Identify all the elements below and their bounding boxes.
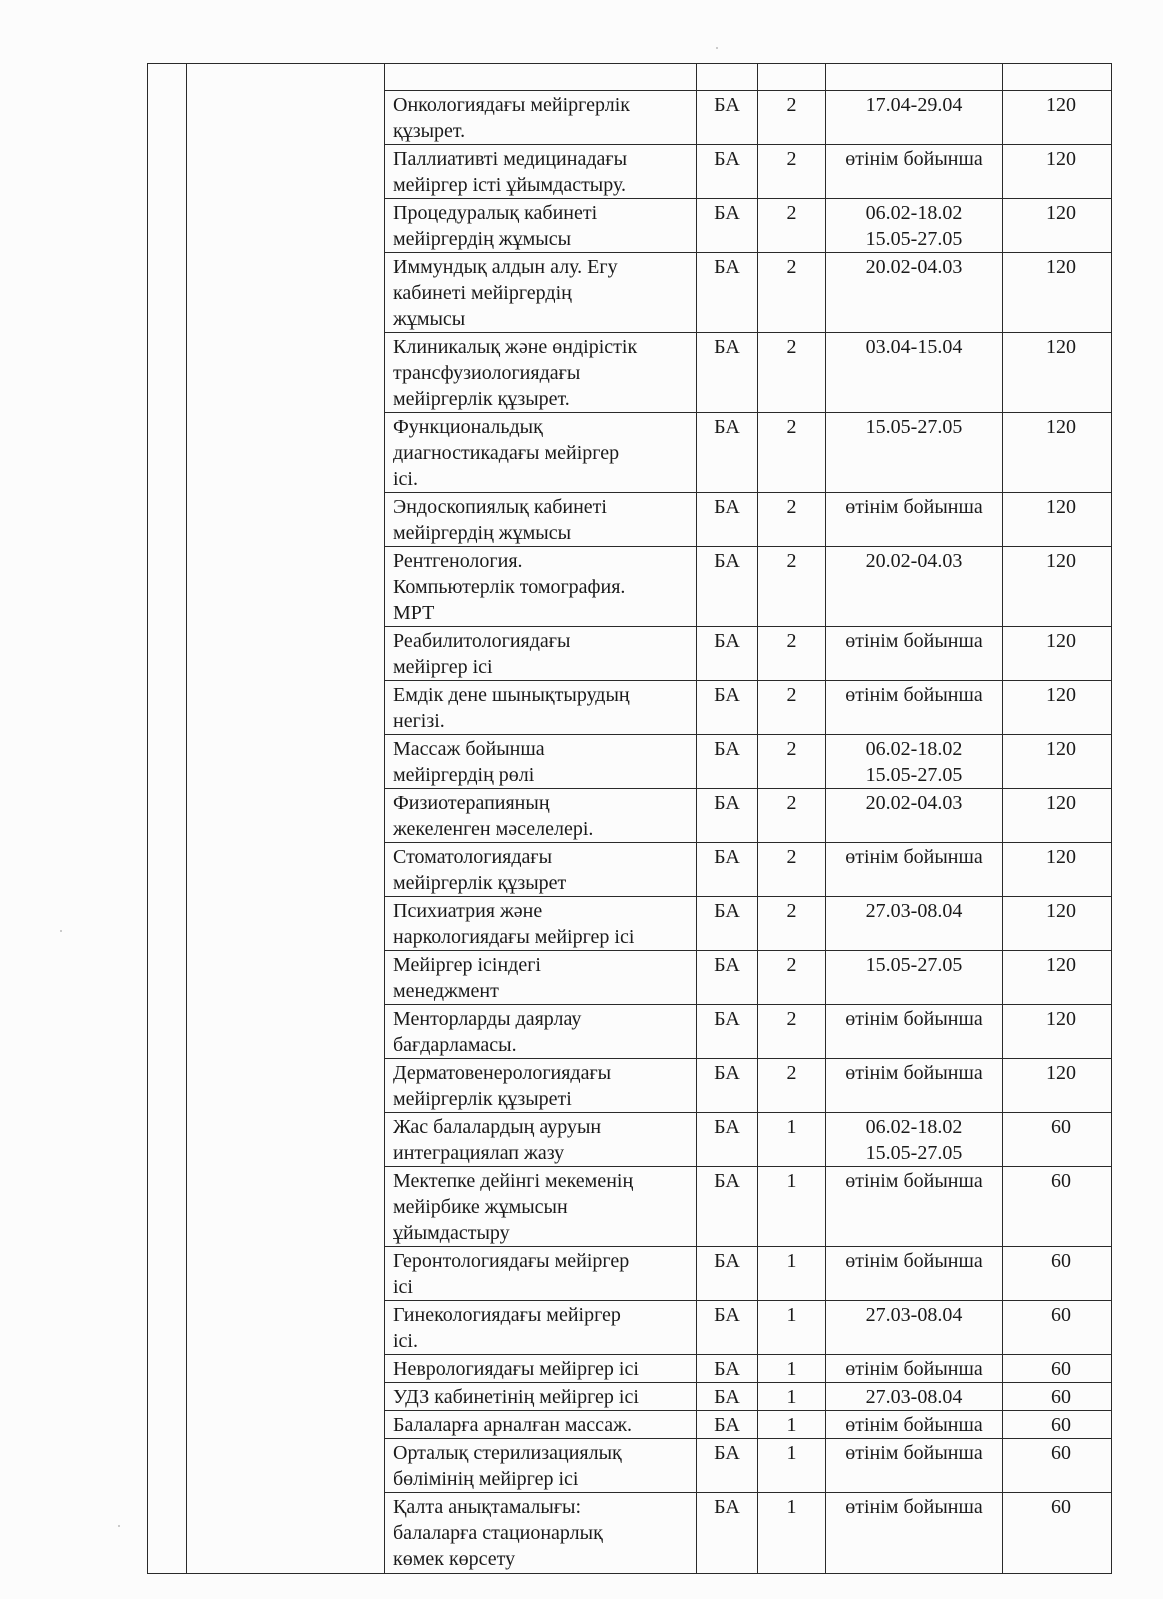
hours-cell: 120 [1003, 413, 1112, 493]
name-line: диагностикадағы мейіргер [393, 442, 620, 464]
name-line: мейіргерлік құзырет. [393, 388, 570, 410]
credits-cell: 2 [758, 789, 826, 843]
course-name-cell [385, 253, 697, 333]
name-line: Балаларға арналған массаж. [393, 1414, 632, 1436]
credits-cell: 2 [758, 897, 826, 951]
credits-cell: 1 [758, 1493, 826, 1574]
dates-line: 15.05-27.05 [865, 1142, 963, 1164]
dates-line: өтінім бойынша [845, 1414, 983, 1436]
dates-line: 15.05-27.05 [865, 416, 963, 438]
study-form-cell: БА [697, 145, 758, 199]
dates-cell [826, 413, 1003, 493]
credits-cell: 2 [758, 681, 826, 735]
name-line: негізі. [393, 710, 445, 732]
dates-cell [826, 1167, 1003, 1247]
study-form-cell: БА [697, 843, 758, 897]
scan-speck [60, 930, 62, 932]
hours-cell: 60 [1003, 1411, 1112, 1439]
dates-line: өтінім бойынша [845, 148, 983, 170]
credits-cell: 2 [758, 735, 826, 789]
course-name-cell [385, 1167, 697, 1247]
name-line: ісі. [393, 468, 418, 490]
study-form-cell: БА [697, 1113, 758, 1167]
name-line: мейіргердің жұмысы [393, 228, 572, 250]
name-line: трансфузиологиядағы [393, 362, 581, 384]
dates-cell [826, 547, 1003, 627]
dates-cell [826, 253, 1003, 333]
dates-cell [826, 951, 1003, 1005]
credits-cell: 2 [758, 1005, 826, 1059]
course-name-cell [385, 681, 697, 735]
dates-line: 27.03-08.04 [865, 1304, 963, 1326]
study-form-cell: БА [697, 735, 758, 789]
course-name-cell [385, 1355, 697, 1383]
name-line: Стоматологиядағы [393, 846, 553, 868]
name-line: кабинеті мейіргердің [393, 282, 572, 304]
credits-cell: 2 [758, 413, 826, 493]
course-name-cell [385, 1493, 697, 1574]
dates-line: өтінім бойынша [845, 1008, 983, 1030]
credits-cell: 1 [758, 1411, 826, 1439]
name-line: Неврологиядағы мейіргер ісі [393, 1358, 639, 1380]
name-line: Мейіргер ісіндегі [393, 954, 541, 976]
hours-cell: 120 [1003, 789, 1112, 843]
course-schedule-table [147, 63, 1112, 1574]
department-column-cell [187, 64, 385, 1574]
hours-cell: 120 [1003, 951, 1112, 1005]
course-name-cell [385, 843, 697, 897]
empty-cell [1003, 64, 1112, 91]
name-line: бағдарламасы. [393, 1034, 517, 1056]
dates-cell [826, 1383, 1003, 1411]
dates-cell [826, 1493, 1003, 1574]
dates-line: 15.05-27.05 [865, 228, 963, 250]
study-form-cell: БА [697, 789, 758, 843]
name-line: Орталық стерилизациялық [393, 1442, 622, 1464]
credits-cell: 2 [758, 333, 826, 413]
name-line: мейіргер ісі [393, 656, 493, 678]
dates-line: өтінім бойынша [845, 630, 983, 652]
dates-line: 20.02-04.03 [865, 550, 963, 572]
study-form-cell: БА [697, 333, 758, 413]
study-form-cell: БА [697, 1493, 758, 1574]
dates-cell [826, 1113, 1003, 1167]
dates-cell [826, 627, 1003, 681]
name-line: ұйымдастыру [393, 1222, 510, 1244]
hours-cell: 60 [1003, 1167, 1112, 1247]
dates-line: өтінім бойынша [845, 1442, 983, 1464]
name-line: Массаж бойынша [393, 738, 545, 760]
hours-cell: 120 [1003, 145, 1112, 199]
name-line: наркологиядағы мейіргер ісі [393, 926, 635, 948]
name-line: Реабилитологиядағы [393, 630, 571, 652]
course-name-cell [385, 413, 697, 493]
name-line: мейірбике жұмысын [393, 1196, 568, 1218]
name-line: интеграциялап жазу [393, 1142, 565, 1164]
table-body [148, 64, 1112, 1574]
study-form-cell: БА [697, 547, 758, 627]
study-form-cell: БА [697, 413, 758, 493]
dates-line: өтінім бойынша [845, 846, 983, 868]
study-form-cell: БА [697, 1167, 758, 1247]
name-line: Иммундық алдын алу. Егу [393, 256, 618, 278]
hours-cell: 60 [1003, 1113, 1112, 1167]
hours-cell: 60 [1003, 1301, 1112, 1355]
hours-cell: 120 [1003, 253, 1112, 333]
course-name-cell [385, 333, 697, 413]
course-name-cell [385, 1059, 697, 1113]
dates-line: өтінім бойынша [845, 496, 983, 518]
hours-cell: 60 [1003, 1383, 1112, 1411]
course-name-cell [385, 897, 697, 951]
hours-cell: 120 [1003, 91, 1112, 145]
name-line: Эндоскопиялық кабинеті [393, 496, 607, 518]
dates-line: 20.02-04.03 [865, 792, 963, 814]
name-line: Рентгенология. [393, 550, 523, 572]
dates-line: 06.02-18.02 [865, 1116, 963, 1138]
dates-line: 27.03-08.04 [865, 1386, 963, 1408]
name-line: мейіргерлік құзырет [393, 872, 567, 894]
credits-cell: 2 [758, 199, 826, 253]
hours-cell: 60 [1003, 1493, 1112, 1574]
name-line: Паллиативті медицинадағы [393, 148, 628, 170]
course-name-cell [385, 951, 697, 1005]
course-name-cell [385, 199, 697, 253]
study-form-cell: БА [697, 1383, 758, 1411]
dates-cell [826, 1411, 1003, 1439]
dates-line: 15.05-27.05 [865, 764, 963, 786]
dates-line: 03.04-15.04 [865, 336, 963, 358]
name-line: жұмысы [393, 308, 466, 330]
hours-cell: 60 [1003, 1439, 1112, 1493]
course-name-cell [385, 1439, 697, 1493]
dates-cell [826, 493, 1003, 547]
hours-cell: 120 [1003, 735, 1112, 789]
credits-cell: 2 [758, 843, 826, 897]
study-form-cell: БА [697, 897, 758, 951]
name-line: Гинекологиядағы мейіргер [393, 1304, 621, 1326]
course-name-cell [385, 1005, 697, 1059]
dates-line: 27.03-08.04 [865, 900, 963, 922]
name-line: мейіргер істі ұйымдастыру. [393, 174, 626, 196]
hours-cell: 120 [1003, 199, 1112, 253]
study-form-cell: БА [697, 253, 758, 333]
study-form-cell: БА [697, 1439, 758, 1493]
dates-line: 06.02-18.02 [865, 202, 963, 224]
hours-cell: 120 [1003, 843, 1112, 897]
dates-cell [826, 145, 1003, 199]
dates-line: 20.02-04.03 [865, 256, 963, 278]
dates-cell [826, 735, 1003, 789]
name-line: бөлімінің мейіргер ісі [393, 1468, 579, 1490]
dates-cell [826, 1301, 1003, 1355]
course-name-cell [385, 547, 697, 627]
empty-cell [385, 64, 697, 91]
dates-line: өтінім бойынша [845, 1496, 983, 1518]
dates-cell [826, 897, 1003, 951]
name-line: менеджмент [393, 980, 499, 1002]
name-line: Менторларды даярлау [393, 1008, 582, 1030]
credits-cell: 1 [758, 1167, 826, 1247]
name-line: Компьютерлік томография. [393, 576, 626, 598]
name-line: Жас балалардың ауруын [393, 1116, 602, 1138]
study-form-cell: БА [697, 1301, 758, 1355]
name-line: МРТ [393, 602, 435, 624]
number-column-cell [148, 64, 187, 1574]
name-line: мейіргердің рөлі [393, 764, 535, 786]
name-line: Физиотерапияның [393, 792, 550, 814]
hours-cell: 120 [1003, 681, 1112, 735]
name-line: УДЗ кабинетінің мейіргер ісі [393, 1386, 639, 1408]
study-form-cell: БА [697, 91, 758, 145]
name-line: Психиатрия және [393, 900, 543, 922]
credits-cell: 1 [758, 1247, 826, 1301]
course-name-cell [385, 1411, 697, 1439]
dates-cell [826, 199, 1003, 253]
credits-cell: 2 [758, 951, 826, 1005]
name-line: Процедуралық кабинеті [393, 202, 598, 224]
name-line: Қалта анықтамалығы: [393, 1496, 582, 1518]
hours-cell: 120 [1003, 1059, 1112, 1113]
scan-speck [716, 47, 718, 49]
dates-line: өтінім бойынша [845, 684, 983, 706]
name-line: ісі. [393, 1330, 418, 1352]
dates-cell [826, 333, 1003, 413]
credits-cell: 1 [758, 1113, 826, 1167]
hours-cell: 120 [1003, 547, 1112, 627]
dates-cell [826, 789, 1003, 843]
dates-line: 17.04-29.04 [865, 94, 963, 116]
study-form-cell: БА [697, 681, 758, 735]
scan-speck [118, 1525, 120, 1527]
credits-cell: 1 [758, 1301, 826, 1355]
dates-cell [826, 843, 1003, 897]
empty-cell [697, 64, 758, 91]
credits-cell: 2 [758, 253, 826, 333]
hours-cell: 120 [1003, 897, 1112, 951]
dates-line: өтінім бойынша [845, 1250, 983, 1272]
name-line: ісі [393, 1276, 413, 1298]
dates-cell [826, 1439, 1003, 1493]
dates-line: өтінім бойынша [845, 1062, 983, 1084]
dates-cell [826, 1355, 1003, 1383]
name-line: Дерматовенерологиядағы [393, 1062, 612, 1084]
name-line: Геронтологиядағы мейіргер [393, 1250, 630, 1272]
course-name-cell [385, 735, 697, 789]
course-name-cell [385, 1113, 697, 1167]
study-form-cell: БА [697, 951, 758, 1005]
dates-line: өтінім бойынша [845, 1170, 983, 1192]
name-line: Онкологиядағы мейіргерлік [393, 94, 630, 116]
study-form-cell: БА [697, 1005, 758, 1059]
name-line: мейіргерлік құзыреті [393, 1088, 572, 1110]
name-line: мейіргердің жұмысы [393, 522, 572, 544]
credits-cell: 1 [758, 1383, 826, 1411]
course-name-cell [385, 493, 697, 547]
dates-cell [826, 1247, 1003, 1301]
study-form-cell: БА [697, 199, 758, 253]
name-line: көмек көрсету [393, 1548, 516, 1570]
hours-cell: 60 [1003, 1247, 1112, 1301]
study-form-cell: БА [697, 1247, 758, 1301]
table-top-row [148, 64, 1112, 91]
study-form-cell: БА [697, 1411, 758, 1439]
credits-cell: 2 [758, 1059, 826, 1113]
credits-cell: 2 [758, 627, 826, 681]
hours-cell: 120 [1003, 1005, 1112, 1059]
name-line: Емдік дене шынықтырудың [393, 684, 630, 706]
hours-cell: 120 [1003, 493, 1112, 547]
credits-cell: 2 [758, 493, 826, 547]
dates-cell [826, 91, 1003, 145]
name-line: Функциональдық [393, 416, 543, 438]
dates-line: 06.02-18.02 [865, 738, 963, 760]
hours-cell: 120 [1003, 333, 1112, 413]
course-name-cell [385, 627, 697, 681]
course-name-cell [385, 1301, 697, 1355]
study-form-cell: БА [697, 1059, 758, 1113]
course-name-cell [385, 1247, 697, 1301]
name-line: құзырет. [393, 120, 466, 142]
name-line: жекеленген мәселелері. [393, 818, 594, 840]
empty-cell [826, 64, 1003, 91]
study-form-cell: БА [697, 627, 758, 681]
name-line: Клиникалық және өндірістік [393, 336, 638, 358]
course-name-cell [385, 91, 697, 145]
name-line: балаларға стационарлық [393, 1522, 603, 1544]
dates-cell [826, 681, 1003, 735]
credits-cell: 2 [758, 145, 826, 199]
hours-cell: 60 [1003, 1355, 1112, 1383]
empty-cell [758, 64, 826, 91]
hours-cell: 120 [1003, 627, 1112, 681]
study-form-cell: БА [697, 1355, 758, 1383]
credits-cell: 2 [758, 91, 826, 145]
credits-cell: 1 [758, 1439, 826, 1493]
credits-cell: 1 [758, 1355, 826, 1383]
dates-line: 15.05-27.05 [865, 954, 963, 976]
dates-cell [826, 1005, 1003, 1059]
course-name-cell [385, 789, 697, 843]
study-form-cell: БА [697, 493, 758, 547]
dates-line: өтінім бойынша [845, 1358, 983, 1380]
course-name-cell [385, 1383, 697, 1411]
name-line: Мектепке дейінгі мекеменің [393, 1170, 634, 1192]
course-name-cell [385, 145, 697, 199]
credits-cell: 2 [758, 547, 826, 627]
dates-cell [826, 1059, 1003, 1113]
